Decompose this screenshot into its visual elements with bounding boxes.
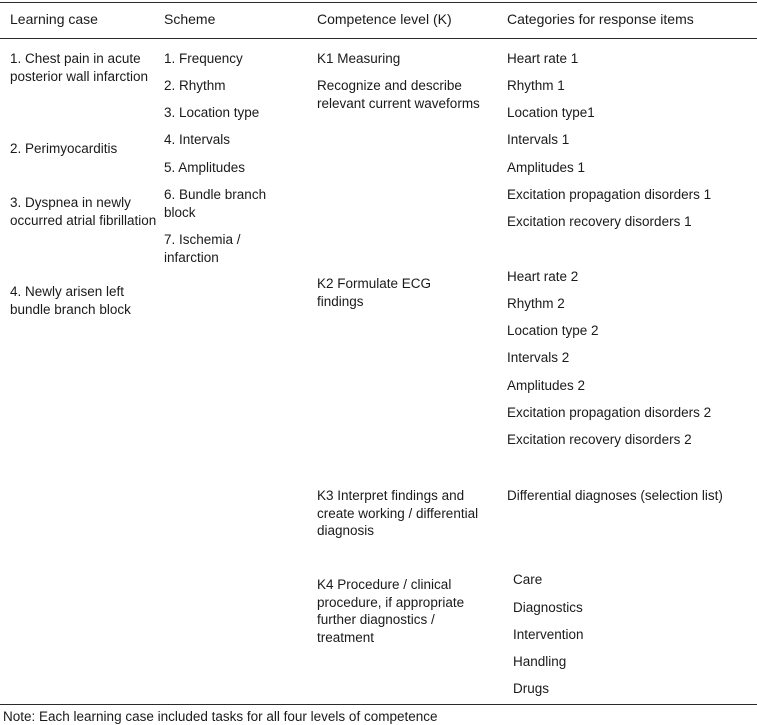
- category-k4-2: Diagnostics: [513, 600, 583, 615]
- category-k2-3: Location type 2: [507, 323, 599, 338]
- header-learning-case: Learning case: [10, 11, 98, 27]
- category-k2-5: Amplitudes 2: [507, 378, 586, 393]
- learning-case-3: 3. Dyspnea in newly occurred atrial fibrillation: [10, 195, 157, 228]
- learning-case-4: 4. Newly arisen left bundle branch block: [10, 284, 131, 317]
- category-k4-3: Intervention: [513, 627, 584, 642]
- category-k1-6: Excitation propagation disorders 1: [507, 187, 712, 202]
- learning-case-2: 2. Perimyocarditis: [10, 141, 118, 156]
- category-k4-1: Care: [513, 572, 543, 587]
- category-k1-7: Excitation recovery disorders 1: [507, 214, 692, 229]
- category-k2-7: Excitation recovery disorders 2: [507, 432, 692, 447]
- competence-k1-description: Recognize and describe relevant current waveforms: [317, 78, 480, 111]
- category-k2-2: Rhythm 2: [507, 296, 565, 311]
- category-k2-4: Intervals 2: [507, 350, 570, 365]
- category-k4-5: Drugs: [513, 681, 550, 696]
- bottom-rule: [0, 704, 757, 705]
- category-k3-1: Differential diagnoses (selection list): [507, 488, 723, 503]
- learning-case-1: 1. Chest pain in acute posterior wall infarction: [10, 51, 149, 84]
- header-competence-level: Competence level (K): [317, 11, 452, 27]
- category-k2-1: Heart rate 2: [507, 269, 579, 284]
- category-k2-6: Excitation propagation disorders 2: [507, 405, 712, 420]
- category-k1-3: Location type1: [507, 105, 595, 120]
- category-k1-4: Intervals 1: [507, 132, 570, 147]
- scheme-item-4: 4. Intervals: [164, 132, 231, 147]
- header-categories: Categories for response items: [507, 11, 694, 27]
- top-rule: [0, 2, 757, 3]
- category-k1-1: Heart rate 1: [507, 51, 579, 66]
- competence-k4-title: K4 Procedure / clinical procedure, if appropriate further diagnostics / treatment: [317, 577, 465, 645]
- scheme-item-5: 5. Amplitudes: [164, 160, 246, 175]
- header-rule: [0, 38, 757, 39]
- scheme-item-6: 6. Bundle branch block: [164, 187, 267, 220]
- table-note: Note: Each learning case included tasks for all four levels of competence: [3, 709, 438, 724]
- category-k1-5: Amplitudes 1: [507, 160, 586, 175]
- header-scheme: Scheme: [164, 11, 216, 27]
- scheme-item-7: 7. Ischemia / infarction: [164, 232, 241, 265]
- competence-k2-title: K2 Formulate ECG findings: [317, 276, 432, 309]
- category-k4-4: Handling: [513, 654, 567, 669]
- scheme-item-2: 2. Rhythm: [164, 78, 226, 93]
- scheme-item-3: 3. Location type: [164, 105, 260, 120]
- competence-k3-title: K3 Interpret findings and create working / differential diagnosis: [317, 488, 479, 538]
- competence-k1-title: K1 Measuring: [317, 51, 401, 66]
- category-k1-2: Rhythm 1: [507, 78, 565, 93]
- scheme-item-1: 1. Frequency: [164, 51, 243, 66]
